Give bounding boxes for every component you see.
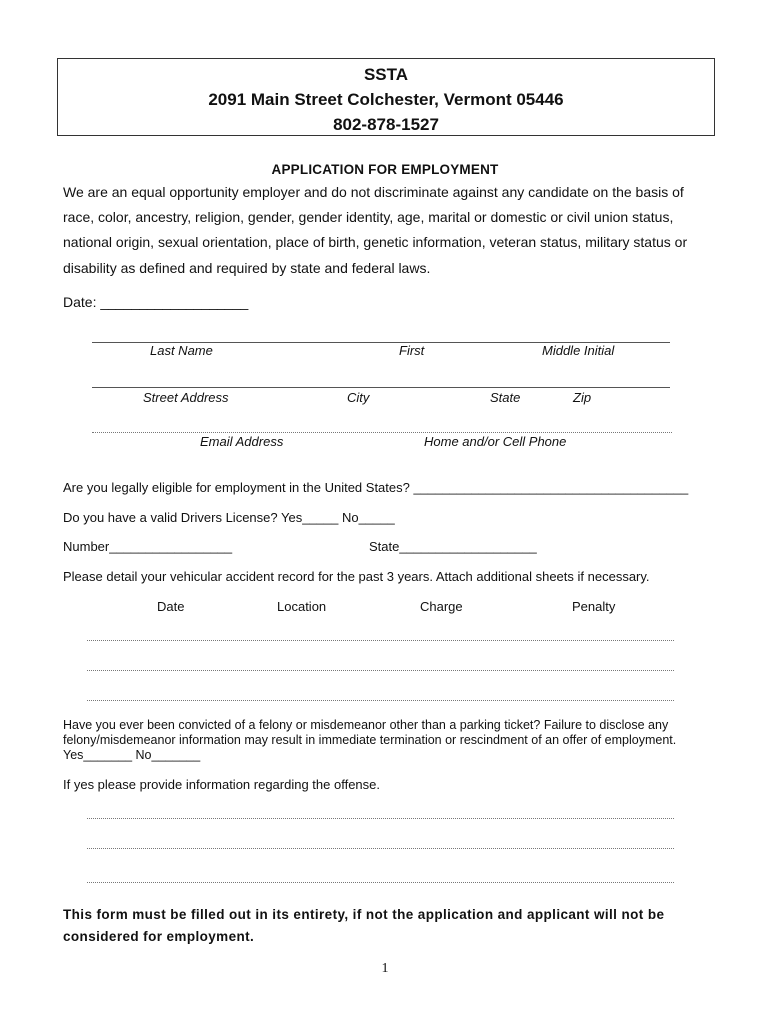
accident-line-2[interactable]: [87, 670, 674, 671]
state-label: State: [490, 390, 521, 405]
eeo-statement: We are an equal opportunity employer and do not discriminate against any candidate on the basis of race, color, ancestry, religion, gender, gender identity, age, marital or domestic or civil union status, national origin, sexual orientation, place of birth, genetic information, veteran status, military status or disability as defined and required by state and federal laws.: [63, 184, 688, 276]
col-charge: Charge: [420, 599, 463, 614]
col-location: Location: [277, 599, 327, 614]
org-name: SSTA: [363, 65, 409, 84]
offense-line-2[interactable]: [87, 848, 674, 849]
offense-line-1[interactable]: [87, 818, 674, 819]
felony-question-line-2: felony/misdemeanor information may result in immediate termination or rescindment of an offer of employment.: [63, 733, 677, 747]
address-line[interactable]: [92, 387, 670, 388]
eligibility-question[interactable]: Are you legally eligible for employment in the United States? ______________________________________: [63, 480, 689, 495]
offense-prompt: If yes please provide information regarding the offense.: [63, 777, 381, 792]
last-name-label: Last Name: [150, 343, 213, 358]
completion-warning: This form must be filled out in its entirety, if not the application and applicant will not be considered for employment.: [63, 907, 665, 944]
accident-prompt: Please detail your vehicular accident record for the past 3 years. Attach additional sheets if necessary.: [63, 569, 650, 584]
org-phone: 802-878-1527: [333, 115, 439, 134]
page-number: 1: [381, 961, 389, 976]
form-title: APPLICATION FOR EMPLOYMENT: [271, 162, 499, 177]
accident-line-1[interactable]: [87, 640, 674, 641]
col-penalty: Penalty: [572, 599, 616, 614]
license-number-field[interactable]: Number_________________: [63, 539, 233, 554]
accident-line-3[interactable]: [87, 700, 674, 701]
zip-label: Zip: [573, 390, 592, 405]
middle-initial-label: Middle Initial: [542, 343, 615, 358]
felony-question-line-1: Have you ever been convicted of a felony or misdemeanor other than a parking ticket? Failure to disclose any: [63, 718, 669, 732]
felony-yes-no[interactable]: Yes_______ No_______: [63, 748, 201, 762]
first-name-label: First: [399, 343, 425, 358]
col-date: Date: [157, 599, 185, 614]
date-field[interactable]: Date: ___________________: [63, 294, 249, 310]
contact-line[interactable]: [92, 432, 672, 433]
city-label: City: [347, 390, 370, 405]
org-address: 2091 Main Street Colchester, Vermont 05446: [208, 90, 564, 109]
email-label: Email Address: [200, 434, 284, 449]
license-question[interactable]: Do you have a valid Drivers License? Yes_____ No_____: [63, 510, 395, 525]
phone-label: Home and/or Cell Phone: [424, 434, 567, 449]
offense-line-3[interactable]: [87, 882, 674, 883]
street-address-label: Street Address: [143, 390, 229, 405]
letterhead-box: [57, 58, 715, 136]
license-state-field[interactable]: State___________________: [369, 539, 537, 554]
